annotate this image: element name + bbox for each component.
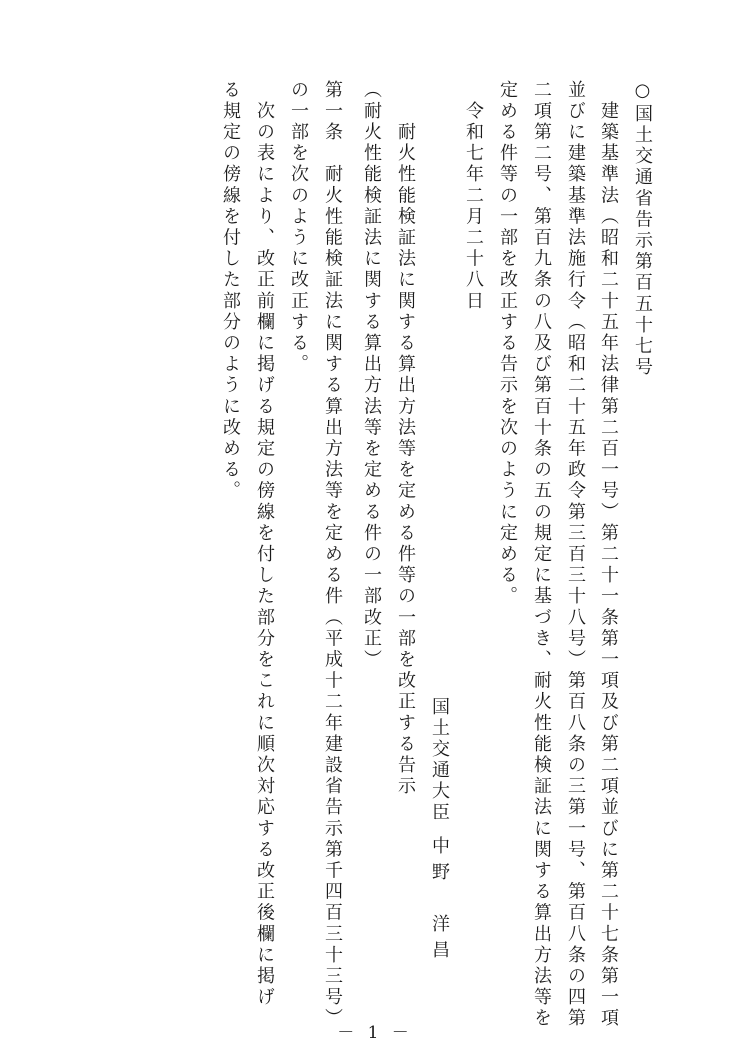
instruction-line-1: 次の表により、改正前欄に掲げる規定の傍線を付した部分をこれに順次対応する改正後欄に掲げ — [254, 80, 275, 1009]
instruction-line-2: る規定の傍線を付した部分のように改める。 — [220, 80, 241, 502]
article-one-line-2: の一部を次のように改正する。 — [288, 80, 309, 376]
section-heading: （耐火性能検証法に関する算出方法等を定める件の一部改正） — [361, 80, 382, 671]
notice-heading: 耐火性能検証法に関する算出方法等を定める件等の一部を改正する告示 — [395, 80, 416, 798]
preamble-line-3: 二項第二号、第百九条の八及び第百十条の五の規定に基づき、耐火性能検証法に関する算出方法等を — [531, 80, 552, 1030]
page-number: － 1 － — [337, 1023, 413, 1043]
preamble-line-1: 建築基準法（昭和二十五年法律第二百一号）第二十一条第一項及び第二項並びに第二十七条第一項 — [598, 80, 619, 1030]
article-one-line-1: 第一条 耐火性能検証法に関する算出方法等を定める件（平成十二年建設省告示第千四百三十三号） — [322, 80, 343, 1030]
preamble-line-4: 定める件等の一部を改正する告示を次のように定める。 — [497, 80, 518, 608]
signature-name: 中野 洋昌 — [429, 836, 450, 966]
preamble-line-2: 並びに建築基準法施行令（昭和二十五年政令第三百三十八号）第百八条の三第一号、第百八条の四第 — [565, 80, 586, 1030]
notice-title: ○国土交通省告示第百五十七号 — [632, 80, 653, 379]
issue-date: 令和七年二月二十八日 — [463, 80, 484, 313]
signature-title: 国土交通大臣 — [429, 697, 450, 824]
